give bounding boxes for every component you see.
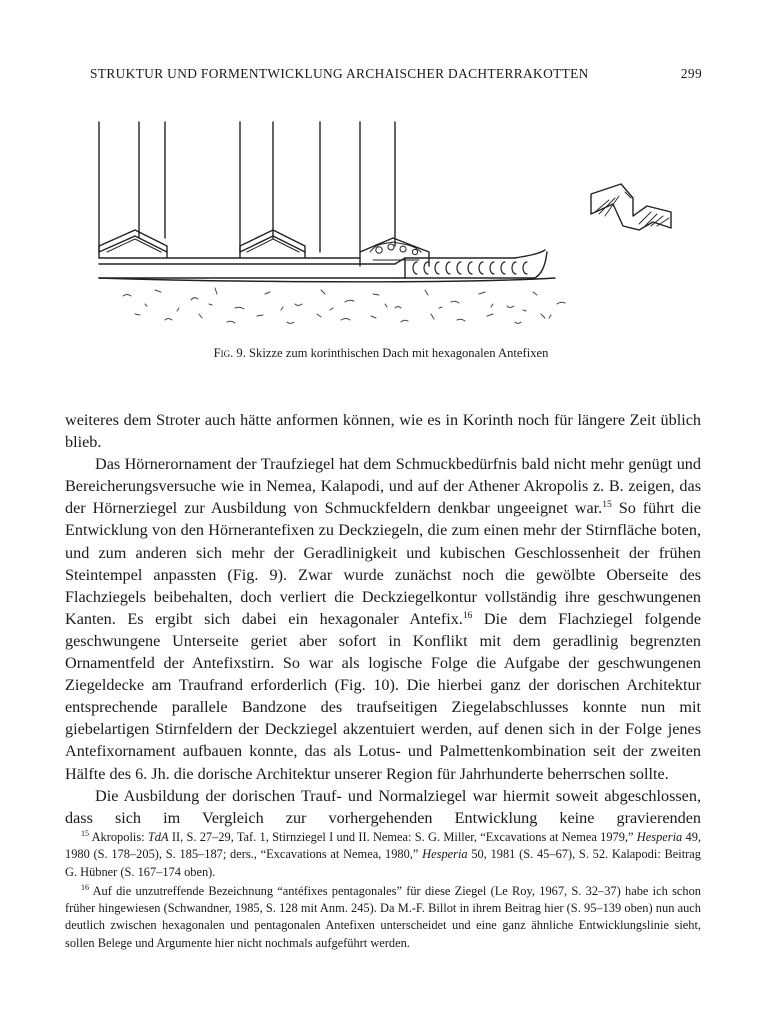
- paragraph-1: weiteres dem Stroter auch hätte anformen können, wie es in Korinth noch für längere Zeit üblich blieb.: [65, 411, 701, 452]
- figure-label: Fig. 9.: [213, 346, 246, 360]
- profile-section: [591, 184, 671, 230]
- footnote-15-italic-3: Hesperia: [422, 847, 468, 862]
- tile-ribs: [99, 122, 395, 252]
- footnote-15-text-a: Akropolis:: [89, 830, 148, 844]
- paragraph-2-part-c: Die dem Flachziegel folgende geschwungene Unterseite geriet aber sofort in Konflikt mit dem geradlinig begrenzten Ornamentfeld der Antefixstirn. So war als logische Folge die Aufgabe der geschwungenen Ziegeldecke am Traufrand erforderlich (Fig. 10). Die hierbei ganz der dorischen Architektur entsprechende parallele Bandzone des traufseitigen Ziegelabschlusses konnte nun mit giebelartigen Stirnfeldern der Deckziegel akzentuiert werden, auf denen sich in der Folge jenes Antefixornament aufbauen konnte, das als Lotus- und Palmettenkombination seit der zweiten Hälfte des 6. Jh. die dorische Architektur unserer Region für Jahrhunderte beherrschen sollte.: [65, 609, 702, 783]
- footnote-16-text: Auf die unzutreffende Bezeichnung “antéfixes pentagonales” für diese Ziegel (Le Roy, 1967, S. 32–37) habe ich schon früher hingewiesen (Schwandner, 1985, S. 128 mit Anm. 245). Da M.-F. Billot in ihrem Beitrag hier (S. 95–139 oben) nun auch deutlich zwischen hexagonalen und pentagonalen Antefixen unterscheidet und eine ganz ähnliche Entwicklungslinie sieht, sollen Belege und Argumente hier nicht nochmals aufgeführt werden.: [65, 883, 701, 950]
- running-head: [90, 66, 702, 82]
- footnote-16: [65, 883, 701, 952]
- figure-illustration: [95, 118, 695, 338]
- footnotes: [65, 829, 701, 952]
- antefix-1: [99, 230, 167, 258]
- paragraph-2-part-b: So führt die Entwicklung von den Hörnerantefixen zu Deckziegeln, die zum einen mehr der Stirnfläche boten, und zum anderen sich mehr der Geradlinigkeit und kubischen Geschlossenheit der frühen Steintempel anpassten (Fig. 9). Zwar wurde zunächst noch die gewölbte Oberseite des Flachziegels beibehalten, doch verliert die Deckziegelkontur vollständig ihre geschwungenen Kanten. Es ergibt sich dabei ein hexagonaler Antefix.: [65, 499, 701, 628]
- page-number: 299: [680, 66, 702, 81]
- body-text: [65, 409, 701, 829]
- paragraph-2: [65, 453, 701, 784]
- footnote-15-text-c: 49, 1980 (S. 178–205), S. 185–187; ders., “Excavations at Nemea, 1980,”: [65, 830, 702, 862]
- c-ornament-row: [413, 262, 527, 274]
- footnote-ref-16[interactable]: 16: [462, 610, 473, 621]
- paragraph-2-part-a: Das Hörnerornament der Traufziegel hat dem Schmuckbedürfnis bald nicht mehr genügt und Bereicherungsversuche wie in Nemea, Kalapodi, und auf der Athener Akropolis z. B. zeigen, das der Hörnerziegel zur Ausbildung von Schmuckfeldern denkbar ungeeignet war.: [65, 455, 701, 518]
- footnote-15-italic-1: TdA: [147, 830, 169, 844]
- footnote-ref-15[interactable]: 15: [602, 500, 612, 511]
- figure-caption: [0, 346, 762, 361]
- footnote-15: [65, 829, 701, 881]
- footnote-15-text-d: 50, 1981 (S. 45–67), S. 52. Kalapodi: Beitrag G. Hübner (S. 167–174 oben).: [65, 847, 701, 879]
- footnote-16-number: 16: [81, 882, 89, 892]
- paragraph-3: Die Ausbildung der dorischen Trauf- und Normalziegel war hiermit soweit abgeschlossen, dass sich im Vergleich zur vorhergehenden Entwicklung keine gravierenden: [65, 786, 701, 827]
- figure-caption-text: Skizze zum korinthischen Dach mit hexagonalen Antefixen: [249, 346, 549, 360]
- footnote-15-number: 15: [81, 829, 89, 838]
- stone-texture: [123, 288, 565, 324]
- antefix-3-ornamented: [360, 238, 429, 266]
- footnote-15-italic-2: Hesperia: [636, 830, 683, 844]
- footnote-15-text-b: II, S. 27–29, Taf. 1, Stirnziegel I und II. Nemea: S. G. Miller, “Excavations at Nemea 1979,”: [168, 830, 637, 844]
- running-title: STRUKTUR UND FORMENTWICKLUNG ARCHAISCHER DACHTERRAKOTTEN: [90, 66, 589, 81]
- figure-sketch: [99, 122, 671, 324]
